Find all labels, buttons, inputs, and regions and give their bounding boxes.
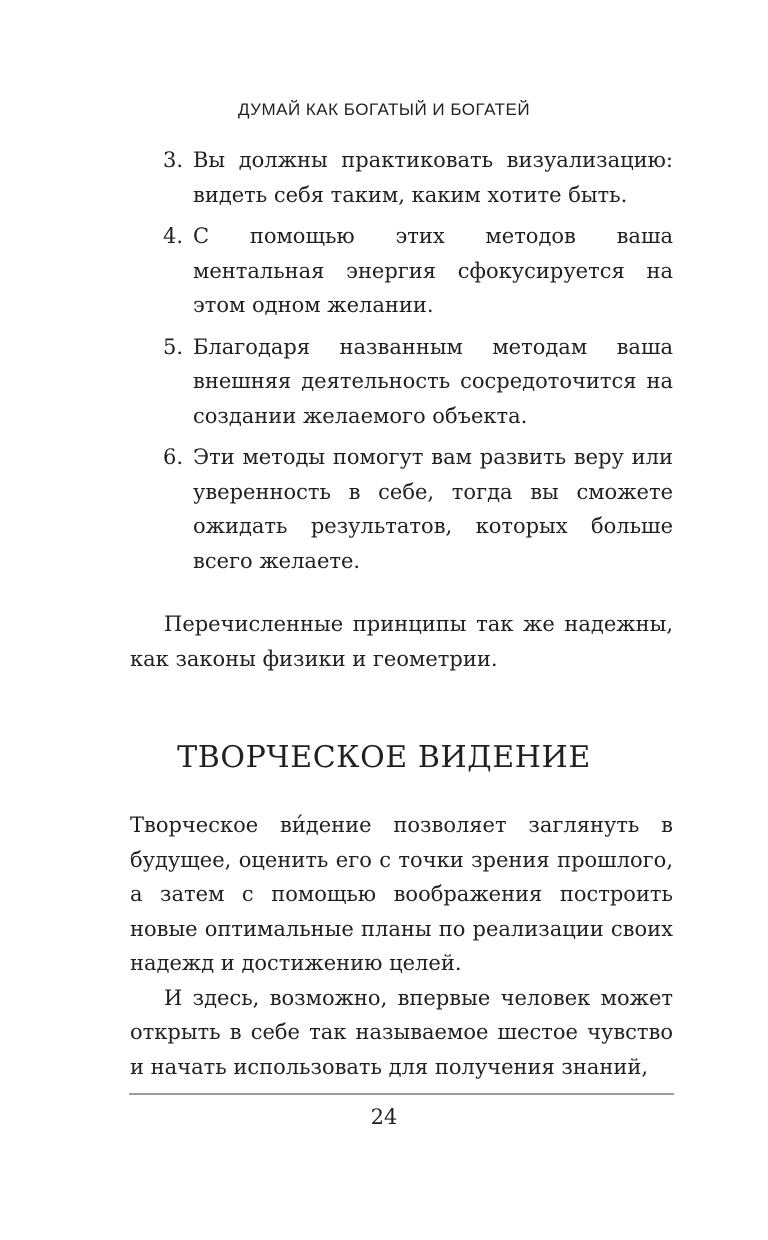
- list-item-text: Благодаря названным методам ваша внешняя деятельность сосредоточится на создании желаемого объекта.: [193, 334, 673, 428]
- list-item-number: 3.: [163, 148, 184, 172]
- list-item-text: С помощью этих методов ваша ментальная энергия сфокусируется на этом одном желании.: [193, 224, 673, 317]
- section-body: [130, 808, 673, 1084]
- page-number: 24: [370, 1105, 398, 1129]
- list-item: [130, 219, 673, 323]
- footer-divider: [129, 1093, 674, 1095]
- list-item: [130, 440, 673, 578]
- list-item-number: 6.: [163, 445, 184, 469]
- list-item-number: 5.: [163, 334, 184, 359]
- numbered-list: [130, 143, 673, 585]
- list-item: [130, 143, 673, 212]
- list-item-text: Эти методы помогут вам развить веру или уверенность в себе, тогда вы сможете ожидать результатов, которых больше всего желаете.: [193, 445, 673, 573]
- summary-paragraph: Перечисленные принципы так же надежны, как законы физики и геометрии.: [130, 612, 673, 671]
- list-item: [130, 330, 673, 434]
- section-heading: ТВОРЧЕСКОЕ ВИДЕНИЕ: [177, 740, 591, 775]
- section-paragraph: Творческое ви́дение позволяет заглянуть в будущее, оценить его с точки зрения прошлого, а затем с помощью воображения построить новые оптимальные планы по реализации своих надежд и достижению целей.: [130, 813, 673, 975]
- list-item-text: Вы должны практиковать визуализацию: видеть себя таким, каким хотите быть.: [193, 148, 673, 207]
- list-item-number: 4.: [163, 224, 184, 248]
- running-head: ДУМАЙ КАК БОГАТЫЙ И БОГАТЕЙ: [237, 100, 531, 119]
- section-paragraph: И здесь, возможно, впервые человек может открыть в себе так называемое шестое чувство и начать использовать для получения знаний,: [130, 985, 673, 1079]
